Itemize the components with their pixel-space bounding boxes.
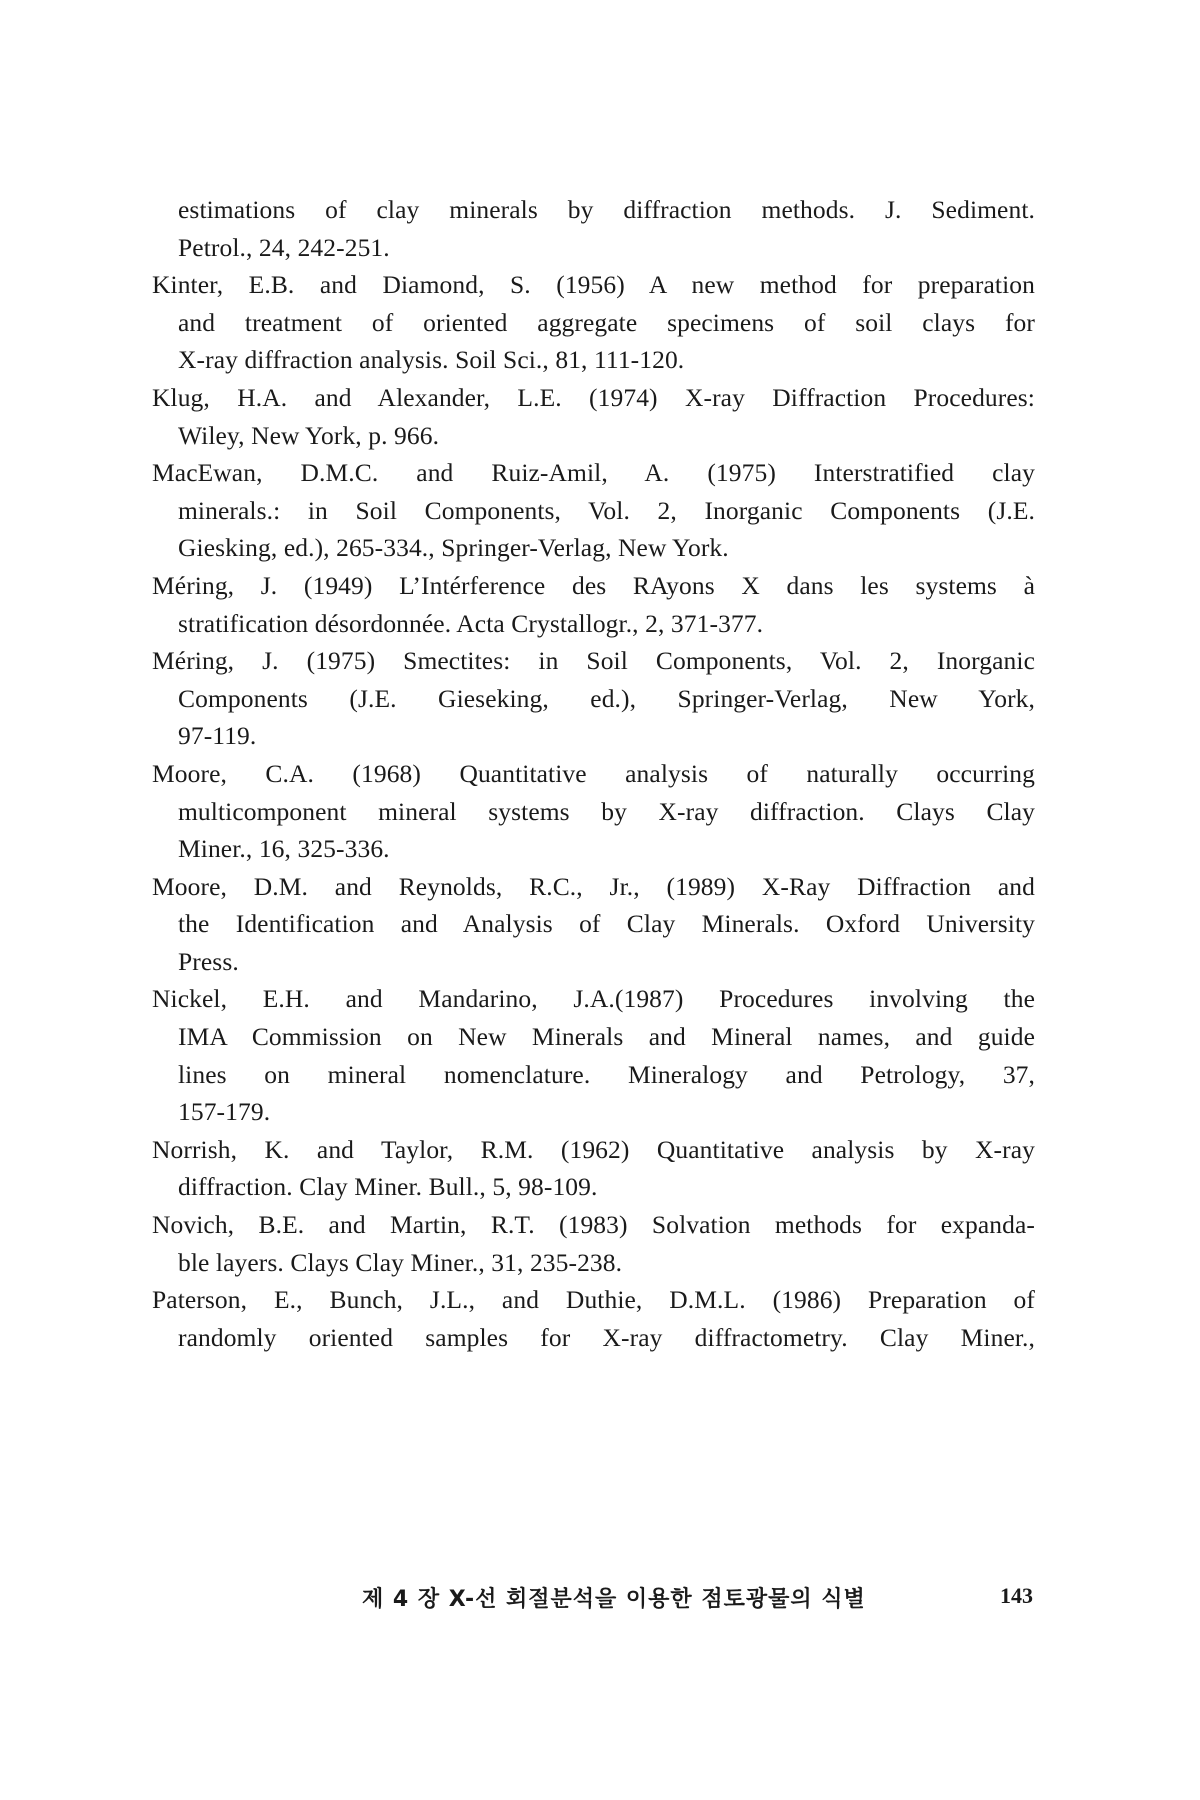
reference-entry bbox=[152, 379, 1035, 454]
reference-first-line: Moore, C.A. (1968) Quantitative analysis of naturally occurring bbox=[152, 758, 1035, 788]
reference-entry bbox=[152, 642, 1035, 755]
reference-entry bbox=[152, 266, 1035, 379]
reference-continuation-line: diffraction. Clay Miner. Bull., 5, 98-109. bbox=[178, 1172, 598, 1202]
reference-first-line: Moore, D.M. and Reynolds, R.C., Jr., (1989) X-Ray Diffraction and bbox=[152, 871, 1035, 901]
reference-first-line: Nickel, E.H. and Mandarino, J.A.(1987) Procedures involving the bbox=[152, 984, 1035, 1014]
reference-first-line: Méring, J. (1975) Smectites: in Soil Components, Vol. 2, Inorganic bbox=[152, 646, 1035, 676]
reference-continuation-line: 97-119. bbox=[178, 721, 257, 751]
reference-continuation-line: randomly oriented samples for X-ray diffractometry. Clay Miner., bbox=[178, 1322, 1035, 1352]
reference-continuation-line: and treatment of oriented aggregate specimens of soil clays for bbox=[178, 307, 1035, 337]
running-footer-chapter-title: 제 4 장 X-선 회절분석을 이용한 점토광물의 식별 bbox=[362, 1587, 866, 1612]
reference-continuation-line: Components (J.E. Gieseking, ed.), Springer-Verlag, New York, bbox=[178, 683, 1035, 713]
reference-entry bbox=[152, 567, 1035, 642]
reference-continuation-line: multicomponent mineral systems by X-ray diffraction. Clays Clay bbox=[178, 796, 1035, 826]
reference-continuation-line: Miner., 16, 325-336. bbox=[178, 834, 390, 864]
reference-first-line: Klug, H.A. and Alexander, L.E. (1974) X-ray Diffraction Procedures: bbox=[152, 382, 1035, 412]
reference-first-line: Novich, B.E. and Martin, R.T. (1983) Solvation methods for expanda- bbox=[152, 1210, 1035, 1240]
reference-entry bbox=[152, 1281, 1035, 1356]
reference-first-line: Kinter, E.B. and Diamond, S. (1956) A new method for preparation bbox=[152, 270, 1035, 300]
reference-entry bbox=[152, 1131, 1035, 1206]
page-footer bbox=[0, 1582, 1200, 1622]
reference-continuation-line: Giesking, ed.), 265-334., Springer-Verlag, New York. bbox=[178, 533, 729, 563]
reference-continuation-line: Petrol., 24, 242-251. bbox=[178, 232, 390, 262]
reference-continuation-line: minerals.: in Soil Components, Vol. 2, Inorganic Components (J.E. bbox=[178, 495, 1035, 525]
reference-entry bbox=[152, 191, 1035, 266]
reference-first-line: Paterson, E., Bunch, J.L., and Duthie, D.M.L. (1986) Preparation of bbox=[152, 1285, 1035, 1315]
reference-continuation-line: X-ray diffraction analysis. Soil Sci., 81, 111-120. bbox=[178, 345, 685, 375]
reference-entry bbox=[152, 980, 1035, 1130]
reference-entry bbox=[152, 755, 1035, 868]
page-number: 143 bbox=[1000, 1583, 1033, 1608]
reference-first-line: MacEwan, D.M.C. and Ruiz-Amil, A. (1975) Interstratified clay bbox=[152, 458, 1035, 488]
reference-continuation-line: Press. bbox=[178, 946, 239, 976]
reference-continuation-line: lines on mineral nomenclature. Mineralogy and Petrology, 37, bbox=[178, 1059, 1035, 1089]
reference-list bbox=[152, 191, 1035, 1356]
reference-entry bbox=[152, 454, 1035, 567]
reference-continuation-line: stratification désordonnée. Acta Crystallogr., 2, 371-377. bbox=[178, 608, 764, 638]
reference-continuation-line: 157-179. bbox=[178, 1097, 271, 1127]
reference-continuation-line: estimations of clay minerals by diffraction methods. J. Sediment. bbox=[178, 195, 1035, 224]
reference-entry bbox=[152, 868, 1035, 981]
reference-continuation-line: Wiley, New York, p. 966. bbox=[178, 420, 440, 450]
reference-continuation-line: the Identification and Analysis of Clay Minerals. Oxford University bbox=[178, 909, 1035, 939]
reference-first-line: Norrish, K. and Taylor, R.M. (1962) Quantitative analysis by X-ray bbox=[152, 1134, 1035, 1164]
reference-first-line: Méring, J. (1949) L’Intérference des RAyons X dans les systems à bbox=[152, 570, 1035, 600]
reference-entry bbox=[152, 1206, 1035, 1281]
reference-continuation-line: ble layers. Clays Clay Miner., 31, 235-238. bbox=[178, 1247, 623, 1277]
reference-continuation-line: IMA Commission on New Minerals and Mineral names, and guide bbox=[178, 1022, 1035, 1052]
